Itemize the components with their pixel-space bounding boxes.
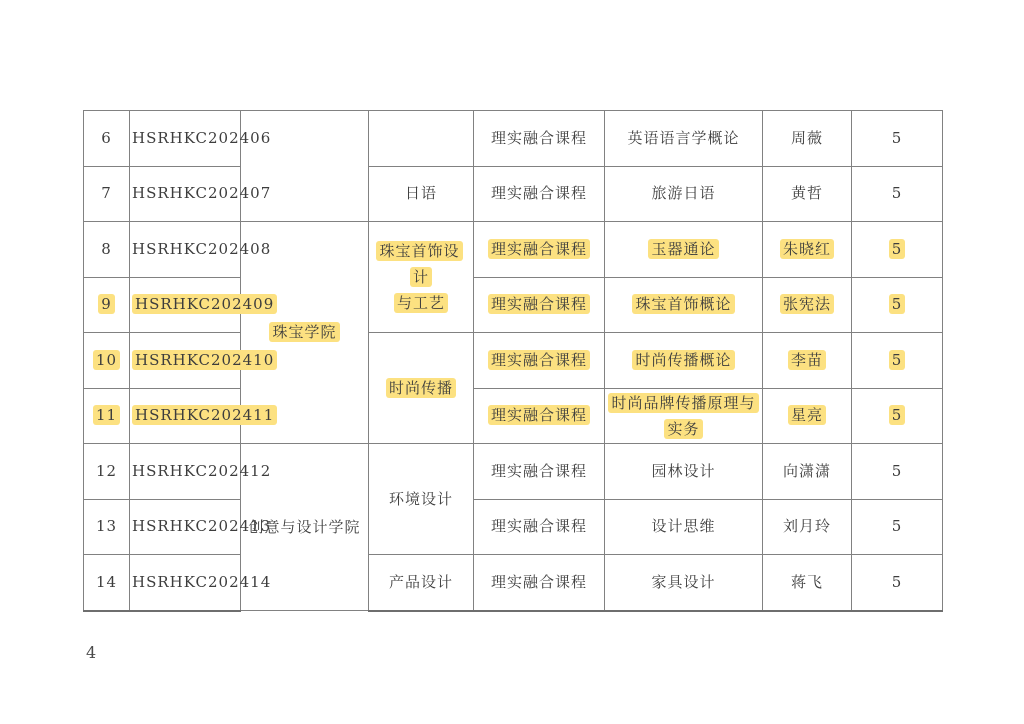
cell-college: 珠宝学院 — [241, 222, 369, 444]
page-number: 4 — [86, 643, 97, 662]
cell-code: HSRHKC202410 — [130, 333, 241, 389]
cell-major: 时尚传播 — [369, 333, 474, 444]
cell-major: 环境设计 — [369, 444, 474, 555]
cell-college: 创意与设计学院 — [241, 444, 369, 611]
cell-code: HSRHKC202411 — [130, 388, 241, 444]
cell-course-name: 珠宝首饰概论 — [605, 277, 763, 333]
cell-course-name: 时尚品牌传播原理与 实务 — [605, 388, 763, 444]
cell-teacher: 李苗 — [763, 333, 852, 389]
cell-course-type: 理实融合课程 — [474, 499, 605, 555]
cell-course-name: 玉器通论 — [605, 222, 763, 278]
cell-course-name: 时尚传播概论 — [605, 333, 763, 389]
cell-score: 5 — [852, 444, 943, 500]
cell-score: 5 — [852, 111, 943, 167]
cell-score: 5 — [852, 277, 943, 333]
table-row — [84, 499, 943, 555]
table-row — [84, 111, 943, 167]
cell-code: HSRHKC202409 — [130, 277, 241, 333]
table-row — [84, 166, 943, 222]
cell-code: HSRHKC202408 — [130, 222, 241, 278]
cell-course-type: 理实融合课程 — [474, 444, 605, 500]
table-row — [84, 333, 943, 389]
cell-course-name: 园林设计 — [605, 444, 763, 500]
cell-code: HSRHKC202413 — [130, 499, 241, 555]
cell-seq: 13 — [84, 499, 130, 555]
cell-course-type: 理实融合课程 — [474, 277, 605, 333]
cell-course-name: 家具设计 — [605, 555, 763, 611]
cell-score: 5 — [852, 222, 943, 278]
cell-code: HSRHKC202406 — [130, 111, 241, 167]
cell-course-type: 理实融合课程 — [474, 222, 605, 278]
cell-course-name: 英语语言学概论 — [605, 111, 763, 167]
table-row — [84, 222, 943, 278]
cell-code: HSRHKC202407 — [130, 166, 241, 222]
cell-college — [241, 111, 369, 222]
table-row — [84, 277, 943, 333]
cell-seq: 8 — [84, 222, 130, 278]
cell-seq: 11 — [84, 388, 130, 444]
cell-teacher: 蒋飞 — [763, 555, 852, 611]
cell-seq: 14 — [84, 555, 130, 611]
table-row — [84, 555, 943, 611]
cell-score: 5 — [852, 333, 943, 389]
cell-course-type: 理实融合课程 — [474, 111, 605, 167]
cell-teacher: 张宪法 — [763, 277, 852, 333]
cell-course-type: 理实融合课程 — [474, 388, 605, 444]
cell-code: HSRHKC202412 — [130, 444, 241, 500]
cell-score: 5 — [852, 499, 943, 555]
cell-course-type: 理实融合课程 — [474, 333, 605, 389]
cell-teacher: 刘月玲 — [763, 499, 852, 555]
cell-seq: 12 — [84, 444, 130, 500]
cell-course-type: 理实融合课程 — [474, 166, 605, 222]
table-row — [84, 388, 943, 444]
cell-score: 5 — [852, 166, 943, 222]
cell-teacher: 向潇潇 — [763, 444, 852, 500]
cell-major: 日语 — [369, 166, 474, 222]
cell-seq: 7 — [84, 166, 130, 222]
cell-course-type: 理实融合课程 — [474, 555, 605, 611]
cell-course-name: 旅游日语 — [605, 166, 763, 222]
cell-teacher: 黄哲 — [763, 166, 852, 222]
cell-major: 产品设计 — [369, 555, 474, 611]
cell-seq: 6 — [84, 111, 130, 167]
course-table — [83, 110, 943, 612]
table-row — [84, 444, 943, 500]
cell-seq: 9 — [84, 277, 130, 333]
cell-code: HSRHKC202414 — [130, 555, 241, 611]
cell-teacher: 朱晓红 — [763, 222, 852, 278]
cell-seq: 10 — [84, 333, 130, 389]
cell-major — [369, 111, 474, 167]
cell-score: 5 — [852, 555, 943, 611]
cell-teacher: 星亮 — [763, 388, 852, 444]
cell-course-name: 设计思维 — [605, 499, 763, 555]
cell-score: 5 — [852, 388, 943, 444]
cell-teacher: 周薇 — [763, 111, 852, 167]
cell-major: 珠宝首饰设计 与工艺 — [369, 222, 474, 333]
